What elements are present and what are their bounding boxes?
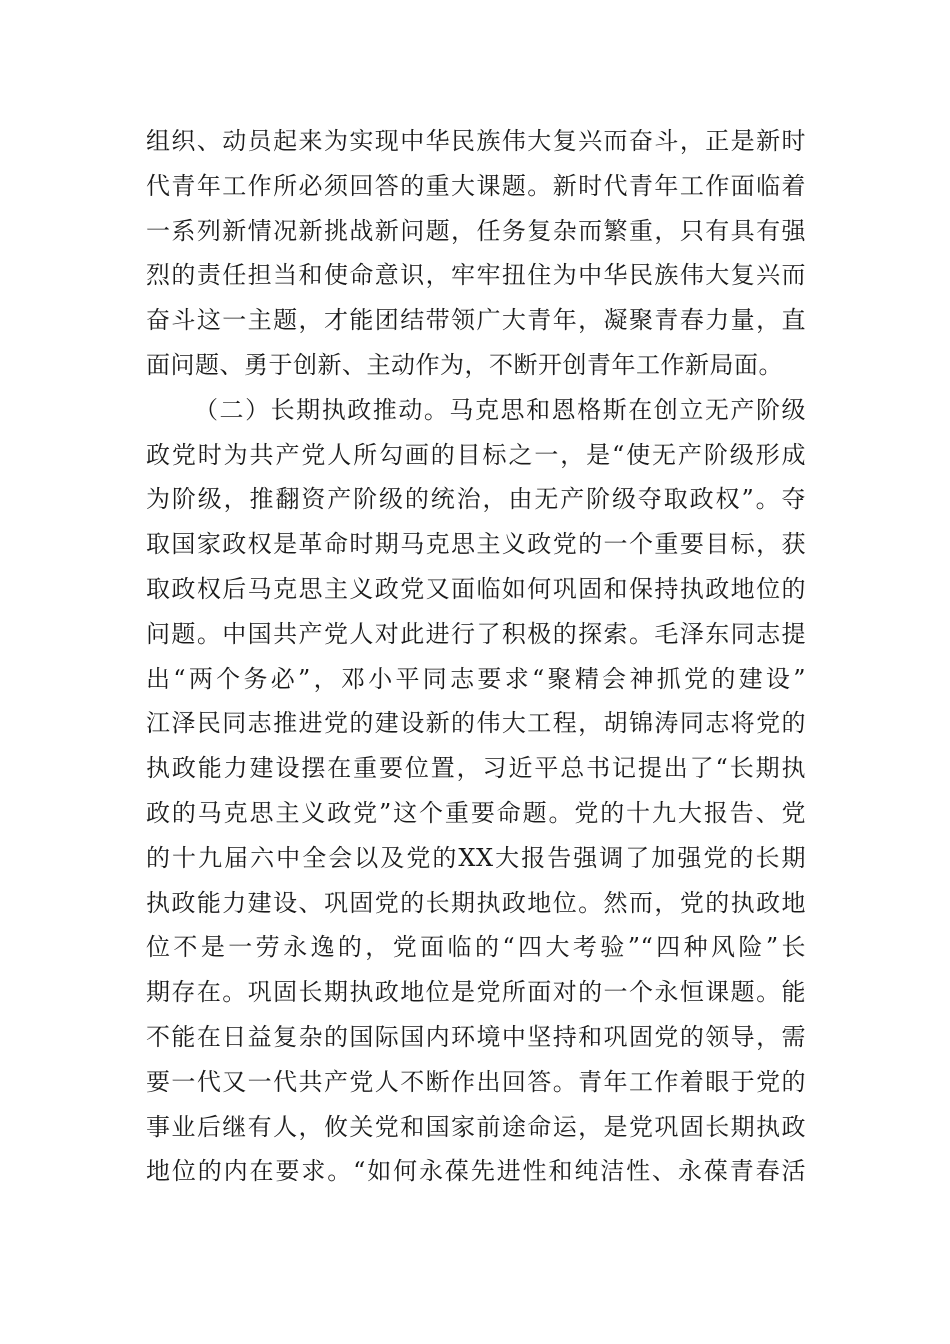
text-line: 地位的内在要求。“如何永葆先进性和纯洁性、永葆青春活 xyxy=(146,1157,806,1186)
section-heading-line: （二）长期执政推动。马克思和恩格斯在创立无产阶级 xyxy=(194,395,806,424)
text-line: 代青年工作所必须回答的重大课题。新时代青年工作面临着 xyxy=(146,171,806,200)
text-line: 一系列新情况新挑战新问题，任务复杂而繁重，只有具有强 xyxy=(146,216,806,245)
text-line: 事业后继有人，攸关党和国家前途命运，是党巩固长期执政 xyxy=(146,1112,806,1141)
text-line: 执政能力建设、巩固党的长期执政地位。然而，党的执政地 xyxy=(146,888,806,917)
text-line: 执政能力建设摆在重要位置，习近平总书记提出了“长期执 xyxy=(146,754,806,783)
text-line: 的十九届六中全会以及党的XX大报告强调了加强党的长期 xyxy=(146,843,806,872)
text-line: 面问题、勇于创新、主动作为，不断开创青年工作新局面。 xyxy=(146,350,783,379)
text-line: 取国家政权是革命时期马克思主义政党的一个重要目标，获 xyxy=(146,530,806,559)
text-line: 取政权后马克思主义政党又面临如何巩固和保持执政地位的 xyxy=(146,574,806,603)
document-body xyxy=(146,119,806,1194)
text-line: 烈的责任担当和使命意识，牢牢扭住为中华民族伟大复兴而 xyxy=(146,261,806,290)
text-line: 政党时为共产党人所勾画的目标之一，是“使无产阶级形成 xyxy=(146,440,806,469)
text-line: 组织、动员起来为实现中华民族伟大复兴而奋斗，正是新时 xyxy=(146,127,806,155)
text-line: 期存在。巩固长期执政地位是党所面对的一个永恒课题。能 xyxy=(146,978,806,1007)
text-line: 出“两个务必”，邓小平同志要求“聚精会神抓党的建设” xyxy=(146,664,806,693)
text-line: 政的马克思主义政党”这个重要命题。党的十九大报告、党 xyxy=(146,798,806,827)
text-line: 要一代又一代共产党人不断作出回答。青年工作着眼于党的 xyxy=(146,1067,806,1096)
text-line: 位不是一劳永逸的，党面临的“四大考验”“四种风险”长 xyxy=(146,933,806,962)
text-line: 江泽民同志推进党的建设新的伟大工程，胡锦涛同志将党的 xyxy=(146,709,806,738)
text-line: 为阶级，推翻资产阶级的统治，由无产阶级夺取政权”。夺 xyxy=(146,485,806,514)
text-line: 不能在日益复杂的国际国内环境中坚持和巩固党的领导，需 xyxy=(146,1022,806,1051)
text-line: 奋斗这一主题，才能团结带领广大青年，凝聚青春力量，直 xyxy=(146,306,806,335)
text-line: 问题。中国共产党人对此进行了积极的探索。毛泽东同志提 xyxy=(146,619,806,648)
